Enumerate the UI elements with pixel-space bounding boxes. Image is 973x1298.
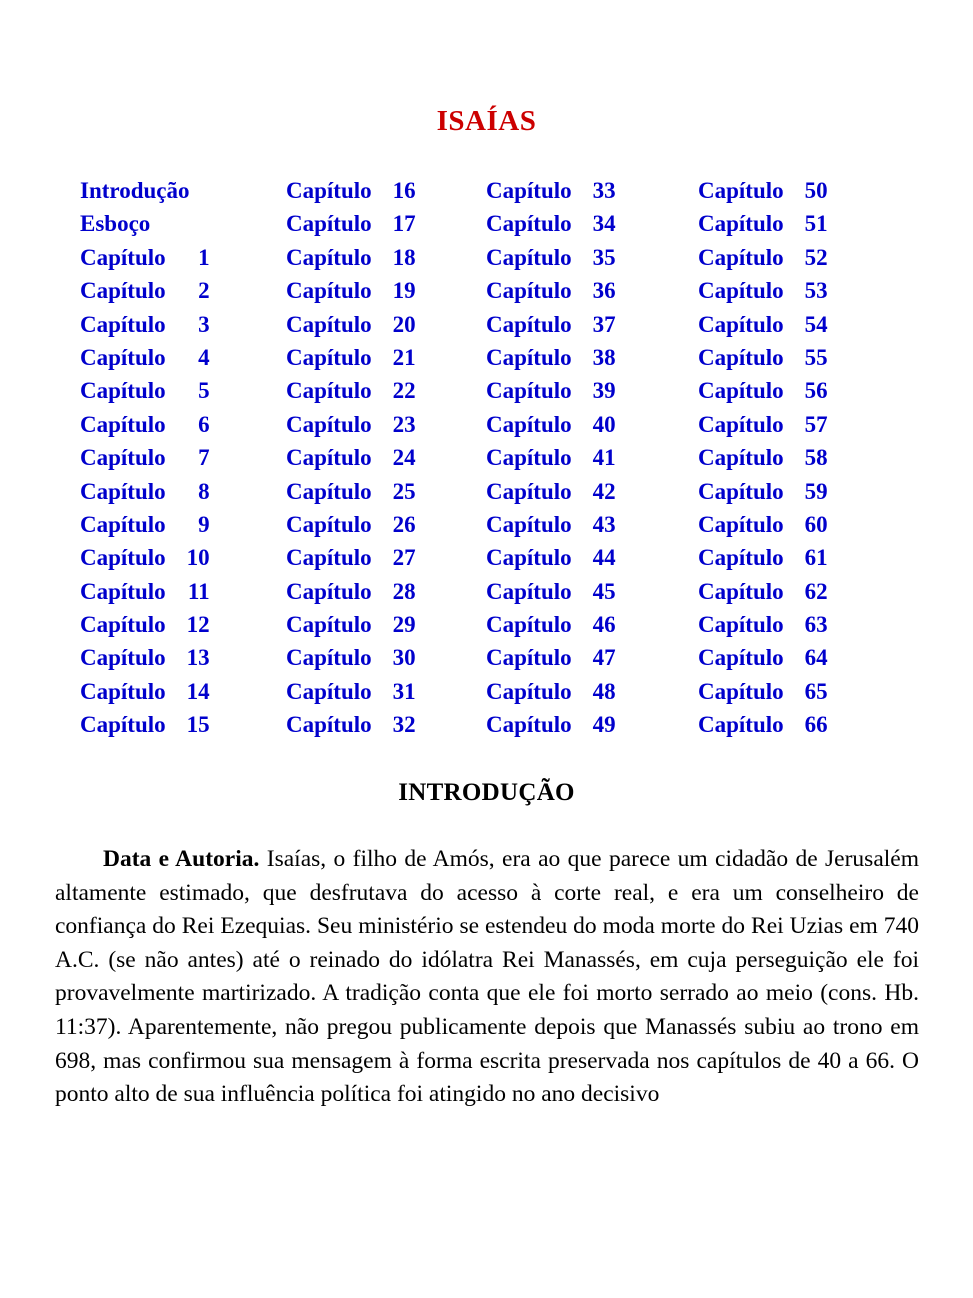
toc-link-number: 57 [804, 411, 828, 437]
chapter-index-row [0, 675, 973, 708]
toc-link-number: 62 [804, 578, 828, 604]
toc-link-label: Capítulo [286, 344, 372, 370]
toc-link-number: 35 [592, 244, 616, 270]
toc-link-label: Capítulo [286, 278, 372, 304]
toc-link-label: Capítulo [80, 612, 166, 638]
toc-link-chapter-65[interactable] [698, 675, 828, 708]
toc-link-chapter-23[interactable] [286, 408, 416, 441]
toc-link-chapter-18[interactable] [286, 241, 416, 274]
toc-link-label: Capítulo [80, 511, 166, 537]
toc-link-chapter-29[interactable] [286, 608, 416, 641]
toc-link-chapter-8[interactable] [80, 475, 210, 508]
toc-link-label: Capítulo [698, 712, 784, 738]
toc-link-chapter-50[interactable] [698, 174, 828, 207]
toc-link-chapter-11[interactable] [80, 575, 210, 608]
toc-link-chapter-13[interactable] [80, 641, 210, 674]
toc-link-label: Capítulo [80, 445, 166, 471]
toc-link-number: 32 [392, 712, 416, 738]
toc-link-label: Capítulo [698, 511, 784, 537]
chapter-index-row [0, 241, 973, 274]
toc-link-number: 64 [804, 645, 828, 671]
toc-link-introducao[interactable] [80, 174, 190, 207]
toc-link-label: Capítulo [80, 344, 166, 370]
toc-link-chapter-56[interactable] [698, 374, 828, 407]
toc-link-label: Capítulo [486, 278, 572, 304]
toc-link-number: 44 [592, 545, 616, 571]
toc-link-label: Capítulo [698, 445, 784, 471]
chapter-index-row [0, 374, 973, 407]
toc-link-label: Capítulo [698, 545, 784, 571]
toc-link-number: 21 [392, 344, 416, 370]
toc-link-label: Capítulo [486, 478, 572, 504]
toc-link-label: Capítulo [286, 478, 372, 504]
toc-link-label: Capítulo [80, 645, 166, 671]
toc-link-label: Capítulo [80, 478, 166, 504]
toc-link-number: 4 [198, 344, 210, 370]
chapter-index-row [0, 508, 973, 541]
section-heading-introducao: INTRODUÇÃO [398, 779, 575, 806]
chapter-index-row [0, 608, 973, 641]
chapter-index-row [0, 207, 973, 240]
toc-link-label: Capítulo [286, 545, 372, 571]
toc-link-chapter-41[interactable] [486, 441, 616, 474]
toc-link-label: Capítulo [286, 612, 372, 638]
toc-link-number: 26 [392, 511, 416, 537]
toc-link-number: 18 [392, 244, 416, 270]
toc-link-number: 51 [804, 211, 828, 237]
toc-link-chapter-43[interactable] [486, 508, 616, 541]
toc-link-number: 11 [187, 578, 210, 604]
toc-link-chapter-4[interactable] [80, 341, 210, 374]
toc-link-number: 55 [804, 344, 828, 370]
toc-link-chapter-6[interactable] [80, 408, 210, 441]
chapter-index-row [0, 174, 973, 207]
toc-link-number: 9 [198, 511, 210, 537]
toc-link-number: 27 [392, 545, 416, 571]
toc-link-label: Capítulo [698, 411, 784, 437]
toc-link-label: Capítulo [80, 678, 166, 704]
toc-link-chapter-66[interactable] [698, 708, 828, 741]
chapter-index-row [0, 441, 973, 474]
toc-link-label: Capítulo [286, 178, 372, 203]
toc-link-label: Capítulo [698, 478, 784, 504]
toc-link-chapter-7[interactable] [80, 441, 210, 474]
toc-link-number: 5 [198, 378, 210, 404]
toc-link-chapter-9[interactable] [80, 508, 210, 541]
toc-link-label: Capítulo [286, 445, 372, 471]
toc-link-number: 42 [592, 478, 616, 504]
toc-link-chapter-47[interactable] [486, 641, 616, 674]
toc-link-number: 53 [804, 278, 828, 304]
toc-link-number: 66 [804, 712, 828, 738]
toc-link-number: 20 [392, 311, 416, 337]
toc-link-label: Capítulo [486, 244, 572, 270]
toc-link-label: Capítulo [80, 244, 166, 270]
toc-link-label: Capítulo [80, 278, 166, 304]
toc-link-number: 24 [392, 445, 416, 471]
toc-link-number: 17 [392, 211, 416, 237]
toc-link-chapter-49[interactable] [486, 708, 616, 741]
toc-link-label: Capítulo [698, 344, 784, 370]
toc-link-number: 48 [592, 678, 616, 704]
toc-link-chapter-34[interactable] [486, 207, 616, 240]
toc-link-chapter-21[interactable] [286, 341, 416, 374]
toc-link-label: Capítulo [486, 178, 572, 203]
toc-link-chapter-33[interactable] [486, 174, 616, 207]
chapter-index-row [0, 708, 973, 741]
toc-link-chapter-19[interactable] [286, 274, 416, 307]
toc-link-number: 43 [592, 511, 616, 537]
toc-link-number: 25 [392, 478, 416, 504]
chapter-index-row [0, 475, 973, 508]
toc-link-number: 39 [592, 378, 616, 404]
toc-link-number: 63 [804, 612, 828, 638]
toc-link-chapter-14[interactable] [80, 675, 210, 708]
toc-link-label: Capítulo [286, 311, 372, 337]
toc-link-chapter-61[interactable] [698, 541, 828, 574]
chapter-index-row [0, 408, 973, 441]
chapter-index-row [0, 541, 973, 574]
toc-link-chapter-37[interactable] [486, 308, 616, 341]
toc-link-label: Capítulo [486, 311, 572, 337]
toc-link-number: 1 [198, 244, 210, 270]
chapter-index [0, 174, 973, 744]
toc-link-label: Capítulo [286, 678, 372, 704]
toc-link-label: Capítulo [286, 712, 372, 738]
toc-link-label: Capítulo [286, 411, 372, 437]
toc-link-chapter-51[interactable] [698, 207, 828, 240]
toc-link-number: 38 [592, 344, 616, 370]
toc-link-label: Capítulo [286, 211, 372, 237]
chapter-index-row [0, 308, 973, 341]
toc-link-chapter-25[interactable] [286, 475, 416, 508]
toc-link-esboco[interactable] [80, 207, 150, 240]
toc-link-label: Capítulo [698, 278, 784, 304]
toc-link-number: 22 [392, 378, 416, 404]
chapter-index-row [0, 641, 973, 674]
toc-link-label: Capítulo [286, 645, 372, 671]
toc-link-chapter-2[interactable] [80, 274, 210, 307]
toc-link-label: Capítulo [80, 411, 166, 437]
toc-link-chapter-31[interactable] [286, 675, 416, 708]
paragraph-text: Isaías, o filho de Amós, era ao que parece um cidadão de Jerusalém altamente estimado, que desfrutava do acesso à corte real, e era um conselheiro de confiança do Rei Ezequias. Seu ministério se estendeu do moda morte do Rei Uzias em 740 A.C. (se não antes) até o reinado do idólatra Rei Manassés, em cuja perseguição ele foi provavelmente martirizado. A tradição conta que ele foi morto serrado ao meio (cons. Hb. 11:37). Aparentemente, não pregou publicamente depois que Manassés subiu ao trono em 698, mas confirmou sua mensagem à forma escrita preservada nos capítulos de 40 a 66. O ponto alto de sua influência política foi atingido no ano decisivo [55, 846, 919, 1108]
toc-link-chapter-55[interactable] [698, 341, 828, 374]
toc-link-chapter-3[interactable] [80, 308, 210, 341]
toc-link-chapter-28[interactable] [286, 575, 416, 608]
toc-link-number: 8 [198, 478, 210, 504]
toc-link-label: Capítulo [486, 378, 572, 404]
toc-link-number: 46 [592, 612, 616, 638]
toc-link-label: Capítulo [80, 378, 166, 404]
toc-link-chapter-40[interactable] [486, 408, 616, 441]
toc-link-number: 31 [392, 678, 416, 704]
toc-link-chapter-24[interactable] [286, 441, 416, 474]
toc-link-label: Capítulo [698, 378, 784, 404]
toc-link-label: Capítulo [486, 645, 572, 671]
toc-link-chapter-60[interactable] [698, 508, 828, 541]
toc-link-number: 49 [592, 712, 616, 738]
chapter-index-row [0, 575, 973, 608]
toc-link-number: 13 [186, 645, 210, 671]
toc-link-label: Capítulo [698, 244, 784, 270]
toc-link-label: Capítulo [698, 178, 784, 203]
toc-link-number: 23 [392, 411, 416, 437]
toc-link-chapter-12[interactable] [80, 608, 210, 641]
toc-link-label: Capítulo [698, 311, 784, 337]
toc-link-number: 3 [198, 311, 210, 337]
toc-link-label: Capítulo [486, 578, 572, 604]
toc-link-chapter-10[interactable] [80, 541, 210, 574]
toc-link-number: 29 [392, 612, 416, 638]
toc-link-chapter-48[interactable] [486, 675, 616, 708]
toc-link-chapter-54[interactable] [698, 308, 828, 341]
toc-link-label: Capítulo [80, 545, 166, 571]
page-title: ISAÍAS [436, 105, 537, 137]
toc-link-number: 12 [186, 612, 210, 638]
toc-link-label: Capítulo [698, 645, 784, 671]
toc-link-chapter-57[interactable] [698, 408, 828, 441]
toc-link-number: 33 [592, 178, 616, 203]
toc-link-label: Introdução [80, 178, 190, 203]
toc-link-label: Capítulo [486, 344, 572, 370]
toc-link-label: Capítulo [80, 712, 166, 738]
toc-link-number: 30 [392, 645, 416, 671]
toc-link-chapter-35[interactable] [486, 241, 616, 274]
toc-link-chapter-38[interactable] [486, 341, 616, 374]
toc-link-label: Capítulo [698, 612, 784, 638]
toc-link-label: Capítulo [698, 211, 784, 237]
toc-link-label: Capítulo [698, 678, 784, 704]
toc-link-number: 16 [392, 178, 416, 203]
toc-link-label: Capítulo [486, 411, 572, 437]
toc-link-number: 6 [198, 411, 210, 437]
toc-link-chapter-36[interactable] [486, 274, 616, 307]
toc-link-number: 34 [592, 211, 616, 237]
toc-link-chapter-1[interactable] [80, 241, 210, 274]
toc-link-chapter-42[interactable] [486, 475, 616, 508]
toc-link-chapter-15[interactable] [80, 708, 210, 741]
toc-link-chapter-26[interactable] [286, 508, 416, 541]
toc-link-chapter-46[interactable] [486, 608, 616, 641]
toc-link-label: Capítulo [486, 511, 572, 537]
toc-link-number: 37 [592, 311, 616, 337]
toc-link-number: 19 [392, 278, 416, 304]
toc-link-number: 61 [804, 545, 828, 571]
toc-link-number: 56 [804, 378, 828, 404]
toc-link-label: Capítulo [486, 712, 572, 738]
toc-link-label: Capítulo [486, 445, 572, 471]
toc-link-chapter-53[interactable] [698, 274, 828, 307]
toc-link-number: 40 [592, 411, 616, 437]
toc-link-number: 2 [198, 278, 210, 304]
toc-link-chapter-62[interactable] [698, 575, 828, 608]
toc-link-chapter-5[interactable] [80, 374, 210, 407]
toc-link-label: Capítulo [286, 378, 372, 404]
toc-link-chapter-39[interactable] [486, 374, 616, 407]
toc-link-chapter-20[interactable] [286, 308, 416, 341]
toc-link-chapter-27[interactable] [286, 541, 416, 574]
toc-link-number: 47 [592, 645, 616, 671]
toc-link-number: 41 [592, 445, 616, 471]
paragraph-lead-in: Data e Autoria. [103, 846, 260, 872]
toc-link-number: 60 [804, 511, 828, 537]
toc-link-number: 54 [804, 311, 828, 337]
toc-link-number: 36 [592, 278, 616, 304]
toc-link-number: 7 [198, 445, 210, 471]
toc-link-label: Capítulo [286, 578, 372, 604]
toc-link-chapter-44[interactable] [486, 541, 616, 574]
paragraph-data-e-autoria [55, 843, 919, 1112]
toc-link-label: Capítulo [698, 578, 784, 604]
toc-link-number: 45 [592, 578, 616, 604]
toc-link-chapter-63[interactable] [698, 608, 828, 641]
toc-link-label: Capítulo [486, 678, 572, 704]
toc-link-chapter-52[interactable] [698, 241, 828, 274]
toc-link-number: 52 [804, 244, 828, 270]
toc-link-chapter-16[interactable] [286, 174, 416, 207]
toc-link-chapter-59[interactable] [698, 475, 828, 508]
toc-link-label: Esboço [80, 211, 151, 237]
toc-link-chapter-64[interactable] [698, 641, 828, 674]
chapter-index-row [0, 274, 973, 307]
toc-link-label: Capítulo [486, 211, 572, 237]
toc-link-number: 65 [804, 678, 828, 704]
toc-link-chapter-58[interactable] [698, 441, 828, 474]
toc-link-chapter-17[interactable] [286, 207, 416, 240]
toc-link-label: Capítulo [486, 612, 572, 638]
toc-link-number: 58 [804, 445, 828, 471]
toc-link-number: 15 [186, 712, 210, 738]
toc-link-chapter-45[interactable] [486, 575, 616, 608]
toc-link-label: Capítulo [486, 545, 572, 571]
toc-link-label: Capítulo [80, 578, 166, 604]
toc-link-number: 14 [186, 678, 210, 704]
toc-link-number: 59 [804, 478, 828, 504]
introduction-body [55, 843, 919, 1112]
toc-link-chapter-22[interactable] [286, 374, 416, 407]
toc-link-number: 10 [186, 545, 210, 571]
toc-link-number: 28 [392, 578, 416, 604]
chapter-index-row [0, 341, 973, 374]
toc-link-label: Capítulo [80, 311, 166, 337]
toc-link-chapter-32[interactable] [286, 708, 416, 741]
toc-link-number: 50 [804, 178, 828, 203]
toc-link-label: Capítulo [286, 511, 372, 537]
toc-link-chapter-30[interactable] [286, 641, 416, 674]
toc-link-label: Capítulo [286, 244, 372, 270]
